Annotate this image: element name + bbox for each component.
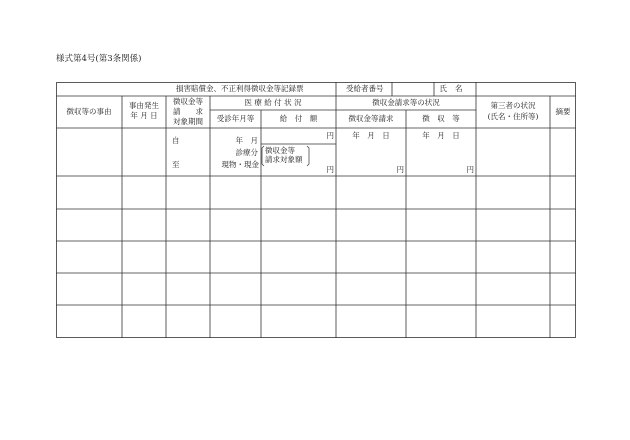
benefit-amount-yen: 円: [326, 131, 334, 140]
header-claim-status: 徴収金請求等の状況: [372, 98, 440, 107]
header-medical-benefit: 医 療 給 付 状 況: [244, 98, 302, 107]
record-title: 損害賠償金、不正利得徴収金等記録票: [176, 84, 304, 93]
form-number-label: 様式第4号(第3条関係): [56, 54, 142, 64]
period-from-label: 自: [172, 136, 180, 145]
claim-target-yen: 円: [326, 165, 334, 174]
header-period-line3: 対象期間: [173, 117, 203, 126]
header-occurrence-date-line2: 年 月 日: [130, 111, 158, 120]
record-table: [56, 82, 576, 338]
claim-target-box-line1: 徴収金等: [265, 146, 295, 155]
header-period-line1: 徴収金等: [173, 97, 203, 106]
claim-target-box-line2: 請求対象額: [265, 155, 303, 164]
header-occurrence-date-line1: 事由発生: [129, 101, 159, 110]
period-to-label: 至: [172, 160, 180, 169]
consult-year-month: 年 月: [235, 136, 258, 145]
name-label: 氏名: [439, 84, 471, 93]
claim-date: 年 月 日: [352, 131, 390, 140]
header-claim-date: 徴収金等請求: [348, 114, 394, 123]
header-collection: 徴 収 等: [422, 114, 460, 123]
claim-amount-yen: 円: [396, 165, 404, 174]
header-period-line2: 請 求: [173, 107, 203, 116]
header-third-party-line1: 第三者の状況: [490, 101, 536, 110]
header-third-party-line2: (氏名・住所等): [487, 112, 539, 121]
recipient-number-label: 受給者番号: [346, 84, 384, 93]
header-benefit-amount: 給 付 額: [279, 114, 318, 123]
header-reason: 徴収等の事由: [66, 107, 112, 116]
header-consult-month: 受診年月等: [216, 114, 255, 123]
treatment-label: 診療分: [235, 148, 258, 157]
header-remarks: 摘要: [555, 107, 571, 116]
benefit-kind: 現物・現金: [221, 160, 259, 169]
collection-amount-yen: 円: [466, 165, 474, 174]
collection-date: 年 月 日: [422, 131, 460, 140]
